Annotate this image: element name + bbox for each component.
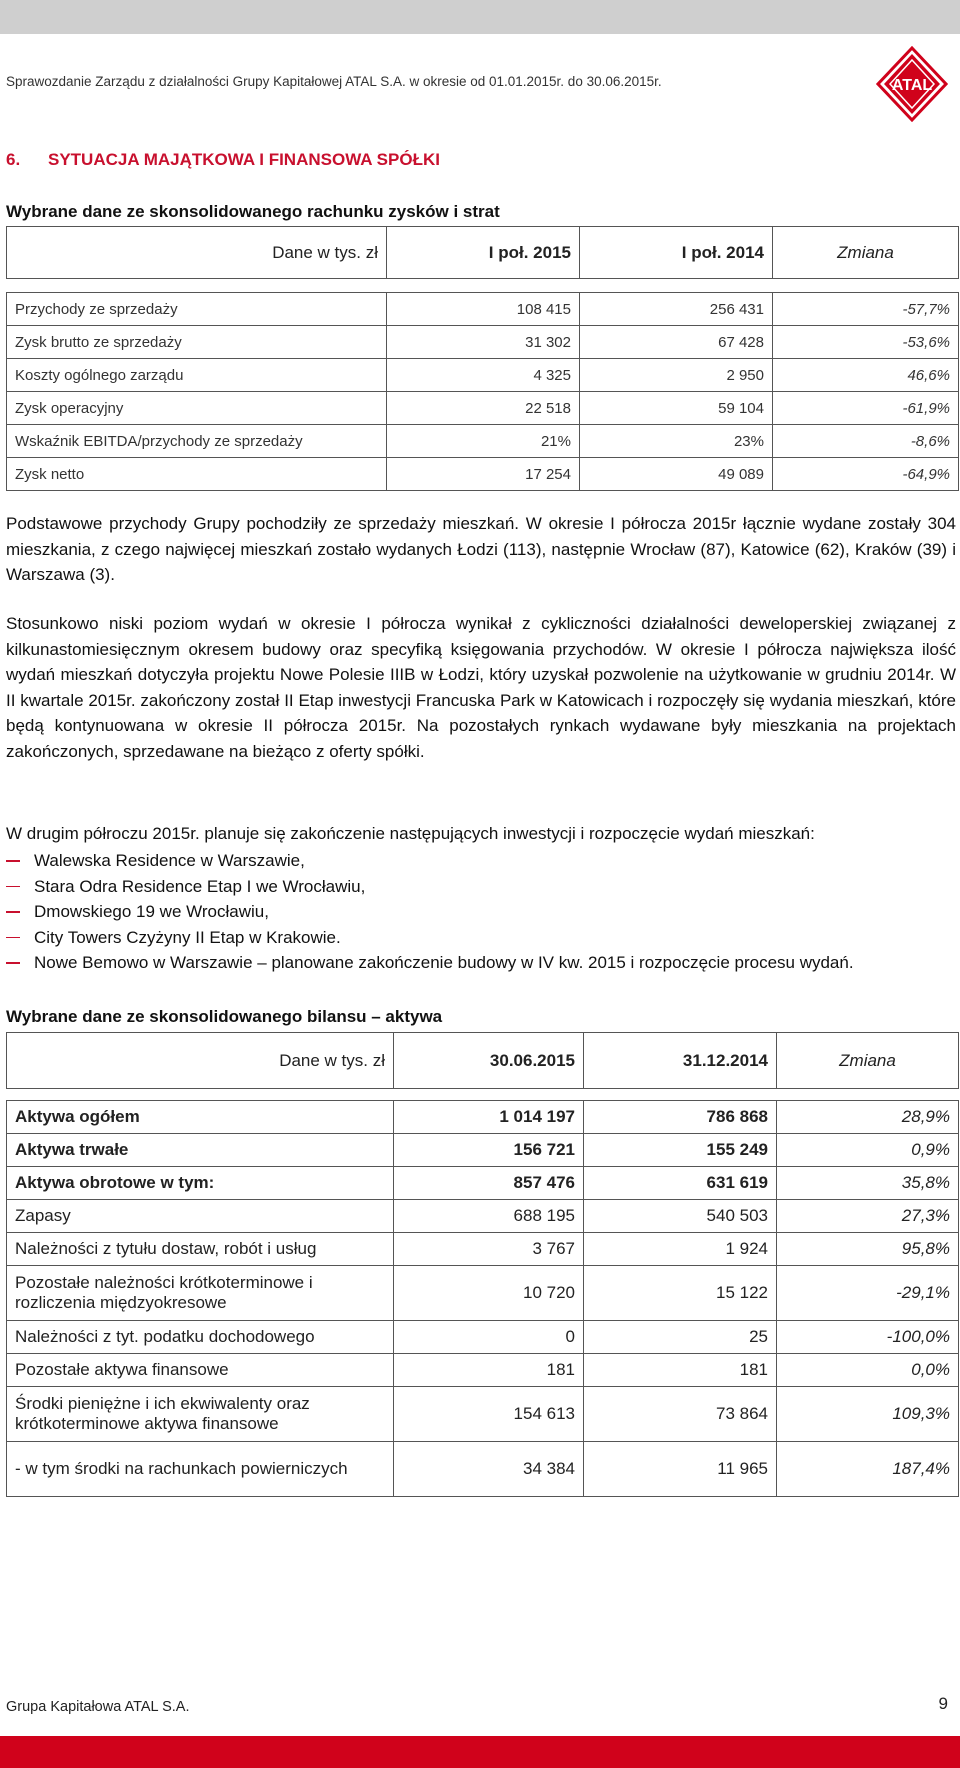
table-row [7,1387,959,1442]
table-row [7,1321,959,1354]
dash-bullet-icon [6,860,20,862]
row-value-2015: 34 384 [394,1442,584,1497]
row-value-2014: 49 089 [580,458,773,491]
paragraph-sales: Podstawowe przychody Grupy pochodziły ze sprzedaży mieszkań. W okresie I półrocza 2015r łącznie wydane zostały 304 mieszkania, z czego najwięcej mieszkań zostało wydanych Łodzi (113), następnie Wrocław (87), Katowice (62), Kraków (39) i Warszawa (3). [6,514,956,584]
row-value-2015: 31 302 [387,326,580,359]
table-row [7,1442,959,1497]
list-item-text: Stara Odra Residence Etap I we Wrocławiu, [34,876,366,896]
footer-red-bar [0,1736,960,1768]
table-row [7,1134,959,1167]
table-row [7,1200,959,1233]
row-label: Środki pieniężne i ich ekwiwalenty oraz krótkoterminowe aktywa finansowe [7,1387,394,1442]
row-label: Koszty ogólnego zarządu [7,359,387,392]
row-value-2015: 108 415 [387,293,580,326]
row-label: Należności z tyt. podatku dochodowego [7,1321,394,1354]
section-number: 6. [6,150,21,169]
dash-bullet-icon [6,937,20,939]
row-value-2014: 11 965 [584,1442,777,1497]
row-label: Pozostałe należności krótkoterminowe i rozliczenia międzyokresowe [7,1266,394,1321]
row-label: Zysk netto [7,458,387,491]
row-value-2014: 540 503 [584,1200,777,1233]
top-gray-bar [0,0,960,34]
table-row [7,1167,959,1200]
table-row [7,293,959,326]
row-value-2015: 154 613 [394,1387,584,1442]
dash-bullet-icon [6,962,20,964]
income-table-title: Wybrane dane ze skonsolidowanego rachunku zysków i strat [6,202,500,221]
row-change: 109,3% [777,1387,959,1442]
row-value-2015: 17 254 [387,458,580,491]
row-change: -53,6% [773,326,959,359]
row-change: 95,8% [777,1233,959,1266]
section-title: SYTUACJA MAJĄTKOWA I FINANSOWA SPÓŁKI [48,150,440,169]
income-header-period2: I poł. 2014 [580,227,773,279]
paragraph-deliveries: Stosunkowo niski poziom wydań w okresie I półrocza wynikał z cykliczności działalności deweloperskiej związanej z kilkunastomiesięcznym okresem budowy oraz specyfiką księgowania przychodów. W okresie I półrocza największa ilość wydań mieszkań dotyczyła projektu Nowe Polesie IIIB w Łodzi, który uzyskał pozwolenie na użytkowanie w grudniu 2014r. W II kwartale 2015r. zakończony został II Etap inwestycji Francuska Park w Katowicach i rozpoczęły się wydania mieszkań, które będą kontynuowana w okresie II półrocza 2015r. Na pozostałych rynkach wydawane były mieszkania na projektach zakończonych, sprzedawane na bieżąco z oferty spółki. [6,614,956,761]
row-value-2015: 857 476 [394,1167,584,1200]
balance-sheet-table [6,1032,959,1497]
list-item-text: Dmowskiego 19 we Wrocławiu, [34,902,269,921]
row-label: Wskaźnik EBITDA/przychody ze sprzedaży [7,425,387,458]
balance-header-date2: 31.12.2014 [584,1033,777,1089]
row-change: -61,9% [773,392,959,425]
table-row [7,1354,959,1387]
row-label: Przychody ze sprzedaży [7,293,387,326]
row-change: -100,0% [777,1321,959,1354]
balance-table-title: Wybrane dane ze skonsolidowanego bilansu – aktywa [6,1007,443,1026]
row-value-2015: 1 014 197 [394,1101,584,1134]
row-value-2015: 3 767 [394,1233,584,1266]
atal-logo [876,46,948,122]
row-value-2014: 256 431 [580,293,773,326]
row-label: Zapasy [7,1200,394,1233]
row-change: 35,8% [777,1167,959,1200]
dash-bullet-icon [6,911,20,913]
investment-list [6,848,958,976]
list-item-text: Walewska Residence w Warszawie, [34,851,305,870]
row-value-2014: 25 [584,1321,777,1354]
row-value-2014: 786 868 [584,1101,777,1134]
row-change: -8,6% [773,425,959,458]
row-label: Należności z tytułu dostaw, robót i usług [7,1233,394,1266]
row-change: -57,7% [773,293,959,326]
table-row [7,359,959,392]
row-label: Zysk operacyjny [7,392,387,425]
income-header-label: Dane w tys. zł [7,227,387,279]
page-number: 9 [938,1694,948,1713]
list-item [6,950,958,976]
list-item [6,899,958,925]
table-row [7,458,959,491]
list-item [6,925,958,951]
income-statement-table [6,226,959,491]
row-change: 28,9% [777,1101,959,1134]
row-value-2015: 181 [394,1354,584,1387]
row-value-2014: 1 924 [584,1233,777,1266]
section-heading [6,150,440,170]
row-change: 0,0% [777,1354,959,1387]
balance-header-label: Dane w tys. zł [7,1033,394,1089]
list-item-text: Nowe Bemowo w Warszawie – planowane zakończenie budowy w IV kw. 2015 i rozpoczęcie procesu wydań. [34,953,854,972]
logo-text: ATAL [891,77,933,94]
list-item [6,848,958,874]
table-row [7,392,959,425]
row-change: 187,4% [777,1442,959,1497]
row-value-2014: 181 [584,1354,777,1387]
table-row [7,425,959,458]
balance-header-date1: 30.06.2015 [394,1033,584,1089]
row-label: Pozostałe aktywa finansowe [7,1354,394,1387]
row-value-2015: 688 195 [394,1200,584,1233]
row-value-2015: 22 518 [387,392,580,425]
table-row [7,1233,959,1266]
row-value-2015: 21% [387,425,580,458]
row-label: Aktywa trwałe [7,1134,394,1167]
paragraph-plans: W drugim półroczu 2015r. planuje się zakończenie następujących inwestycji i rozpoczęcie wydań mieszkań: [6,824,815,843]
row-change: 0,9% [777,1134,959,1167]
row-change: -29,1% [777,1266,959,1321]
row-label: Aktywa obrotowe w tym: [7,1167,394,1200]
row-value-2015: 156 721 [394,1134,584,1167]
list-item-text: City Towers Czyżyny II Etap w Krakowie. [34,927,341,947]
row-value-2015: 10 720 [394,1266,584,1321]
row-value-2015: 0 [394,1321,584,1354]
row-change: 46,6% [773,359,959,392]
table-row [7,1266,959,1321]
income-header-period1: I poł. 2015 [387,227,580,279]
row-value-2014: 2 950 [580,359,773,392]
row-value-2014: 631 619 [584,1167,777,1200]
document-header: Sprawozdanie Zarządu z działalności Grupy Kapitałowej ATAL S.A. w okresie od 01.01.2015r. do 30.06.2015r. [6,74,662,89]
income-header-change: Zmiana [773,227,959,279]
balance-header-change: Zmiana [777,1033,959,1089]
footer-company: Grupa Kapitałowa ATAL S.A. [6,1699,190,1715]
row-change: -64,9% [773,458,959,491]
table-row [7,1101,959,1134]
row-label: - w tym środki na rachunkach powierniczych [7,1442,394,1497]
row-value-2014: 73 864 [584,1387,777,1442]
row-value-2014: 155 249 [584,1134,777,1167]
row-value-2014: 15 122 [584,1266,777,1321]
row-value-2014: 23% [580,425,773,458]
row-value-2014: 67 428 [580,326,773,359]
row-label: Zysk brutto ze sprzedaży [7,326,387,359]
row-change: 27,3% [777,1200,959,1233]
dash-bullet-icon [6,886,20,888]
row-value-2015: 4 325 [387,359,580,392]
table-row [7,326,959,359]
row-label: Aktywa ogółem [7,1101,394,1134]
list-item [6,874,958,900]
row-value-2014: 59 104 [580,392,773,425]
